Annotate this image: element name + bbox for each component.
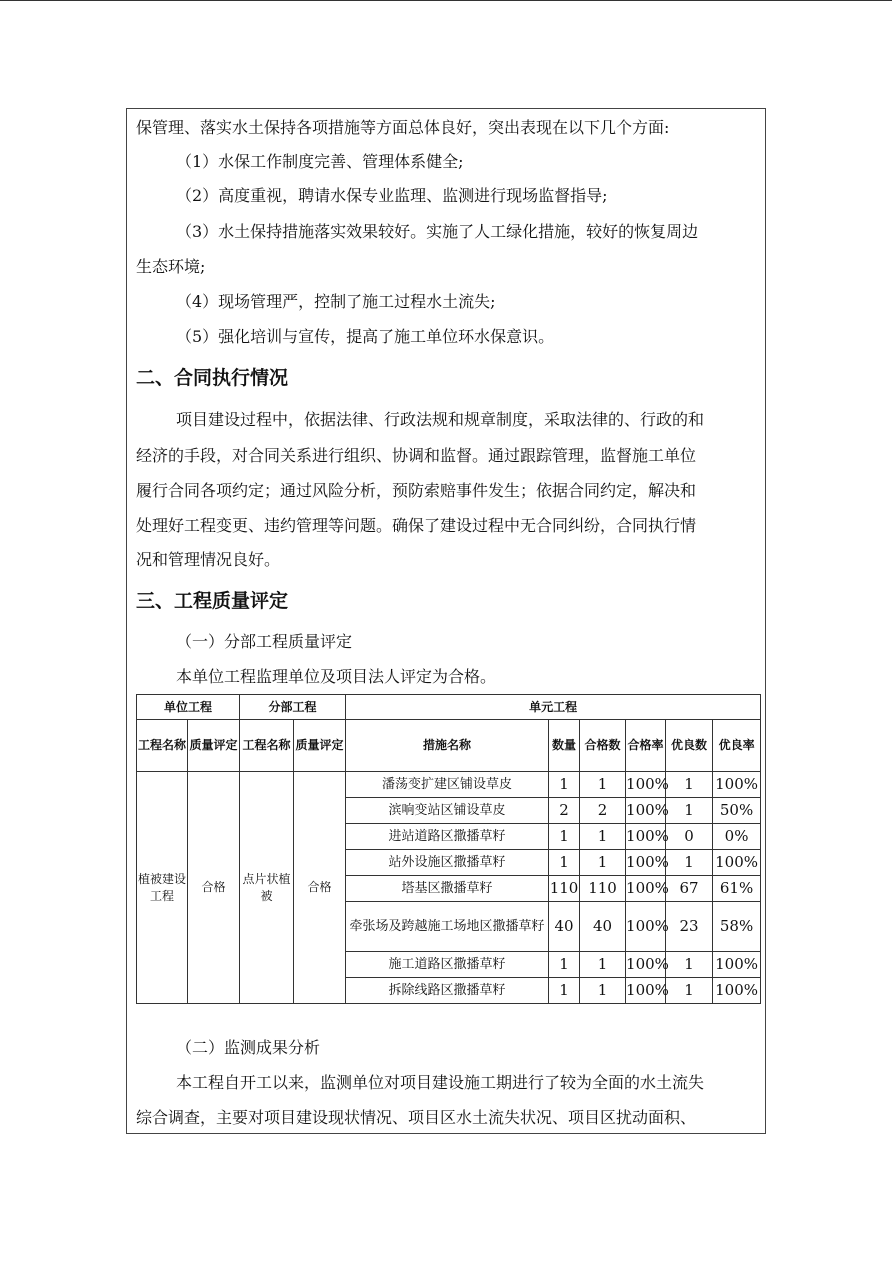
- good-rate-cell: 100%: [713, 850, 761, 876]
- subsection-heading: （一）分部工程质量评定: [176, 632, 353, 651]
- list-item-continuation: 生态环境;: [136, 257, 206, 276]
- header-element: 单元工程: [346, 695, 761, 720]
- paragraph-line: 项目建设过程中，依据法律、行政法规和规章制度，采取法律的、行政的和: [176, 410, 705, 429]
- paragraph-line: 经济的手段，对合同关系进行组织、协调和监督。通过跟踪管理，监督施工单位: [136, 446, 697, 465]
- measure-cell: 牵张场及跨越施工场地区撒播草籽: [346, 902, 549, 952]
- div-name-cell: 点片状植被: [240, 772, 294, 1004]
- pass-rate-cell: 100%: [626, 772, 666, 798]
- pass-count-cell: 1: [580, 772, 626, 798]
- good-count-cell: 0: [666, 824, 713, 850]
- good-rate-cell: 61%: [713, 876, 761, 902]
- good-rate-cell: 0%: [713, 824, 761, 850]
- section-heading: 二、合同执行情况: [136, 367, 289, 389]
- paragraph-line: 本单位工程监理单位及项目法人评定为合格。: [176, 667, 497, 686]
- paragraph-line: 本工程自开工以来，监测单位对项目建设施工期进行了较为全面的水土流失: [176, 1073, 705, 1092]
- count-cell: 1: [549, 952, 580, 978]
- subsection-heading: （二）监测成果分析: [176, 1038, 321, 1057]
- header-measure: 措施名称: [346, 720, 549, 772]
- measure-cell: 滨响变站区铺设草皮: [346, 798, 549, 824]
- header-unit-quality: 质量评定: [188, 720, 240, 772]
- table-row: [137, 772, 761, 798]
- header-pass-count: 合格数: [580, 720, 626, 772]
- measure-cell: 施工道路区撒播草籽: [346, 952, 549, 978]
- pass-count-cell: 1: [580, 850, 626, 876]
- good-rate-cell: 100%: [713, 952, 761, 978]
- good-count-cell: 67: [666, 876, 713, 902]
- good-count-cell: 1: [666, 798, 713, 824]
- count-cell: 110: [549, 876, 580, 902]
- header-div-quality: 质量评定: [294, 720, 346, 772]
- list-item: （5）强化培训与宣传，提高了施工单位环水保意识。: [176, 327, 555, 346]
- pass-count-cell: 1: [580, 952, 626, 978]
- list-item: （4）现场管理严，控制了施工过程水土流失;: [176, 292, 496, 311]
- div-quality-cell: 合格: [294, 772, 346, 1004]
- page-top-border: [0, 0, 892, 1]
- measure-cell: 潘荡变扩建区铺设草皮: [346, 772, 549, 798]
- paragraph-line: 履行合同各项约定；通过风险分析，预防索赔事件发生；依据合同约定，解决和: [136, 481, 697, 500]
- pass-count-cell: 40: [580, 902, 626, 952]
- header-div-name: 工程名称: [240, 720, 294, 772]
- unit-name-cell: 植被建设工程: [137, 772, 188, 1004]
- count-cell: 1: [549, 978, 580, 1004]
- pass-rate-cell: 100%: [626, 978, 666, 1004]
- count-cell: 1: [549, 772, 580, 798]
- pass-rate-cell: 100%: [626, 902, 666, 952]
- pass-count-cell: 1: [580, 978, 626, 1004]
- header-good-rate: 优良率: [713, 720, 761, 772]
- unit-quality-cell: 合格: [188, 772, 240, 1004]
- measure-cell: 进站道路区撒播草籽: [346, 824, 549, 850]
- pass-rate-cell: 100%: [626, 876, 666, 902]
- good-count-cell: 1: [666, 978, 713, 1004]
- header-count: 数量: [549, 720, 580, 772]
- good-rate-cell: 50%: [713, 798, 761, 824]
- list-item: （3）水土保持措施落实效果较好。实施了人工绿化措施，较好的恢复周边: [176, 222, 699, 241]
- pass-rate-cell: 100%: [626, 850, 666, 876]
- pass-count-cell: 110: [580, 876, 626, 902]
- section-heading: 三、工程质量评定: [136, 590, 289, 612]
- good-rate-cell: 100%: [713, 978, 761, 1004]
- paragraph-line: 况和管理情况良好。: [136, 550, 281, 569]
- header-pass-rate: 合格率: [626, 720, 666, 772]
- measure-cell: 站外设施区撒播草籽: [346, 850, 549, 876]
- good-count-cell: 1: [666, 772, 713, 798]
- count-cell: 40: [549, 902, 580, 952]
- quality-table: [136, 694, 761, 1004]
- good-rate-cell: 100%: [713, 772, 761, 798]
- measure-cell: 拆除线路区撒播草籽: [346, 978, 549, 1004]
- count-cell: 1: [549, 850, 580, 876]
- list-item: （2）高度重视，聘请水保专业监理、监测进行现场监督指导;: [176, 186, 608, 205]
- measure-cell: 塔基区撒播草籽: [346, 876, 549, 902]
- good-count-cell: 1: [666, 850, 713, 876]
- good-count-cell: 23: [666, 902, 713, 952]
- paragraph-line: 保管理、落实水土保持各项措施等方面总体良好，突出表现在以下几个方面:: [136, 118, 670, 137]
- pass-count-cell: 2: [580, 798, 626, 824]
- pass-rate-cell: 100%: [626, 798, 666, 824]
- header-division: 分部工程: [240, 695, 346, 720]
- list-item: （1）水保工作制度完善、管理体系健全;: [176, 152, 464, 171]
- good-count-cell: 1: [666, 952, 713, 978]
- pass-rate-cell: 100%: [626, 824, 666, 850]
- pass-rate-cell: 100%: [626, 952, 666, 978]
- count-cell: 1: [549, 824, 580, 850]
- header-unit: 单位工程: [137, 695, 240, 720]
- paragraph-line: 处理好工程变更、违约管理等问题。确保了建设过程中无合同纠纷，合同执行情: [136, 516, 697, 535]
- header-good-count: 优良数: [666, 720, 713, 772]
- good-rate-cell: 58%: [713, 902, 761, 952]
- paragraph-line: 综合调查，主要对项目建设现状情况、项目区水土流失状况、项目区扰动面积、: [136, 1108, 697, 1127]
- header-unit-name: 工程名称: [137, 720, 188, 772]
- count-cell: 2: [549, 798, 580, 824]
- pass-count-cell: 1: [580, 824, 626, 850]
